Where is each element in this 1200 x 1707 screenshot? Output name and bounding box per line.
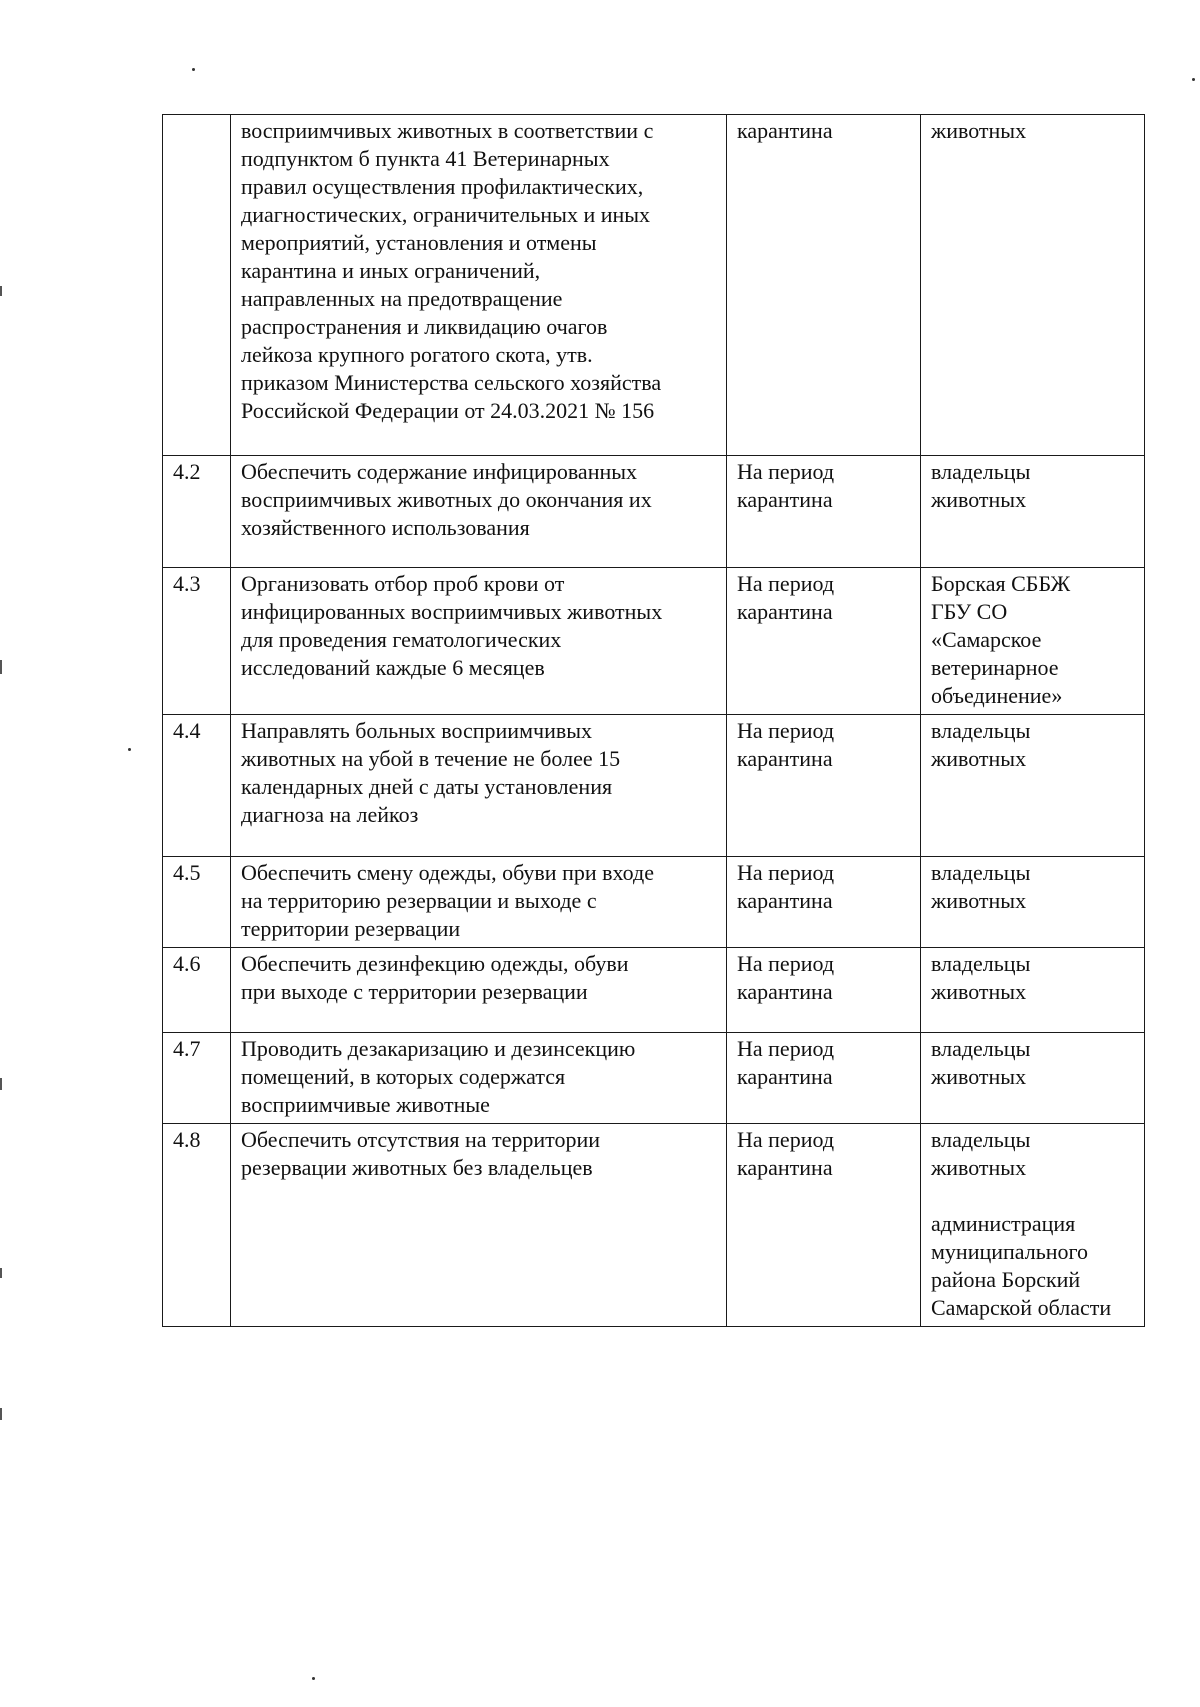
table-row — [163, 857, 1145, 948]
row-number: 4.2 — [163, 456, 231, 568]
term-text: На период карантина — [727, 456, 921, 568]
term-text: На период карантина — [727, 1033, 921, 1124]
responsible-text: животных — [921, 115, 1145, 456]
row-number: 4.6 — [163, 948, 231, 1033]
measure-text: Обеспечить содержание инфицированных восприимчивых животных до окончания их хозяйственного использования — [231, 456, 727, 568]
measure-text: Обеспечить смену одежды, обуви при входе на территорию резервации и выходе с территории резервации — [231, 857, 727, 948]
responsible-text: владельцы животных — [921, 857, 1145, 948]
responsible-extra-text: администрация муниципального района Борский Самарской области — [931, 1211, 1112, 1320]
scan-speck — [192, 68, 195, 71]
measure-text: Организовать отбор проб крови от инфицированных восприимчивых животных для проведения гематологических исследований каждые 6 месяцев — [231, 568, 727, 715]
table-row — [163, 948, 1145, 1033]
term-text: На период карантина — [727, 948, 921, 1033]
table-row — [163, 715, 1145, 857]
scan-speck — [128, 748, 131, 751]
row-number: 4.5 — [163, 857, 231, 948]
measure-text: Направлять больных восприимчивых животных на убой в течение не более 15 календарных дней с даты установления диагноза на лейкоз — [231, 715, 727, 857]
term-text: На период карантина — [727, 568, 921, 715]
responsible-text: владельцы животных — [921, 948, 1145, 1033]
measures-table — [162, 114, 1145, 1327]
table-row — [163, 456, 1145, 568]
measure-text: Обеспечить дезинфекцию одежды, обуви при выходе с территории резервации — [231, 948, 727, 1033]
row-number: 4.7 — [163, 1033, 231, 1124]
table-row — [163, 568, 1145, 715]
table-row — [163, 115, 1145, 456]
scan-speck — [312, 1677, 315, 1680]
measure-text: Проводить дезакаризацию и дезинсекцию помещений, в которых содержатся восприимчивые животные — [231, 1033, 727, 1124]
scan-speck — [1192, 78, 1195, 81]
term-text: На период карантина — [727, 1124, 921, 1327]
measure-text: Обеспечить отсутствия на территории резервации животных без владельцев — [231, 1124, 727, 1327]
responsible-text: владельцы животных — [921, 715, 1145, 857]
term-text: карантина — [727, 115, 921, 456]
scan-edge-marks — [0, 0, 3, 1707]
row-number: 4.3 — [163, 568, 231, 715]
table-row — [163, 1033, 1145, 1124]
line-gap — [931, 1182, 1134, 1210]
responsible-text: владельцы животных — [931, 1127, 1031, 1180]
responsible-text: владельцы животных — [921, 1033, 1145, 1124]
responsible-cell — [921, 1124, 1145, 1327]
responsible-text: Борская СББЖ ГБУ СО «Самарское ветеринарное объединение» — [921, 568, 1145, 715]
measure-text: восприимчивых животных в соответствии с подпунктом б пункта 41 Ветеринарных правил осуществления профилактических, диагностических, ограничительных и иных мероприятий, установления и отмены карантина и иных ограничений, направленных на предотвращение распространения и ликвидацию очагов лейкоза крупного рогатого скота, утв. приказом Министерства сельского хозяйства Российской Федерации от 24.03.2021 № 156 — [231, 115, 727, 456]
term-text: На период карантина — [727, 857, 921, 948]
table-row — [163, 1124, 1145, 1327]
term-text: На период карантина — [727, 715, 921, 857]
row-number: 4.4 — [163, 715, 231, 857]
row-number: 4.8 — [163, 1124, 231, 1327]
responsible-text: владельцы животных — [921, 456, 1145, 568]
row-number — [163, 115, 231, 456]
